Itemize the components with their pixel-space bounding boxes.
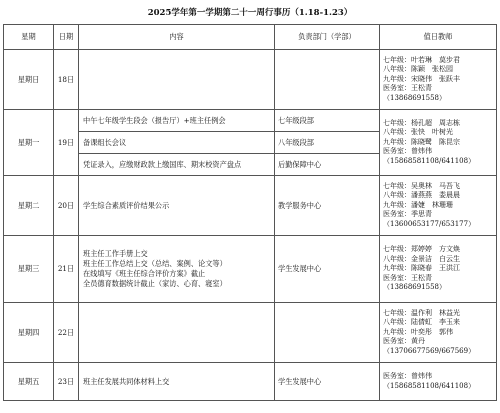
duty-line: 医务室：曾炜伟: [383, 147, 432, 156]
page-title: 2025学年第一学期第二十一周行事历（1.18-1.23）: [147, 8, 353, 18]
dept-cell: [275, 110, 380, 176]
duty-line: 七年级：吴奥林 马吾飞: [383, 181, 460, 190]
duty-cell: [380, 50, 497, 110]
duty-line: （15868581108/641108）: [383, 381, 476, 390]
day-cell: 星期二: [4, 176, 54, 236]
duty-line: 医务室：黄丹: [383, 337, 425, 346]
day-cell: 星期一: [4, 110, 54, 176]
day-row: [4, 50, 497, 110]
dept-cell: 学生发展中心: [275, 363, 380, 401]
header-content: 内容: [79, 25, 275, 50]
content-cell: [79, 363, 275, 401]
dept-cell: [275, 303, 380, 363]
duty-line: 八年级：陆倩虹 李玉来: [383, 318, 460, 327]
content-line: 班主任工作手册上交: [83, 249, 148, 258]
date-cell: 19日: [54, 110, 79, 176]
day-row: [4, 303, 497, 363]
day-cell: 星期五: [4, 363, 54, 401]
header-duty: 值日教师: [380, 25, 497, 50]
duty-line: 八年级：陈颖 张松园: [383, 65, 453, 74]
dept-cell: 学生发展中心: [275, 236, 380, 303]
duty-line: 九年级：陈晓春 王洪江: [383, 264, 460, 273]
day-row: [4, 110, 497, 176]
date-cell: 20日: [54, 176, 79, 236]
duty-line: 八年级：张快 叶树光: [383, 128, 453, 137]
date-cell: 22日: [54, 303, 79, 363]
day-cell: 星期日: [4, 50, 54, 110]
header-date: 日期: [54, 25, 79, 50]
duty-cell: [380, 110, 497, 176]
duty-line: 九年级：宋晓伟 张跃丰: [383, 74, 460, 83]
day-row: [4, 363, 497, 401]
duty-line: 九年级：叶奕彤 郭伟: [383, 327, 453, 336]
content-item: 凭证录入，应缴财政款上缴国库、期末校资产盘点: [83, 159, 242, 169]
content-cell: [79, 50, 275, 110]
duty-line: 医务室：曾炜伟: [383, 371, 432, 380]
header-day: 星期: [4, 25, 54, 50]
duty-line: （15868581108/641108）: [383, 156, 476, 165]
duty-cell: [380, 176, 497, 236]
duty-line: 七年级：郑婷婷 方文焕: [383, 245, 460, 254]
duty-line: （13706677569/667569）: [383, 346, 476, 355]
dept-cell: 教学服务中心: [275, 176, 380, 236]
duty-line: 七年级：叶若琳 莫步君: [383, 55, 460, 64]
duty-line: 七年级：杨孔超 周志栋: [383, 118, 460, 127]
dept-item: 后勤保障中心: [278, 159, 322, 169]
content-line: 全员德育数据统计截止（家访、心育、寝室）: [83, 279, 227, 288]
duty-line: （13600653177/653177）: [383, 219, 476, 228]
dept-item: 七年级段部: [275, 110, 379, 132]
duty-cell: [380, 303, 497, 363]
content-line: 班主任工作总结上交（总结、案例、论文等）: [83, 259, 227, 268]
duty-line: 八年级：潘燕燕 娄晨晨: [383, 191, 460, 200]
duty-line: 八年级：金景洁 白云生: [383, 254, 460, 263]
dept-cell: [275, 50, 380, 110]
day-cell: 星期三: [4, 236, 54, 303]
date-cell: 23日: [54, 363, 79, 401]
duty-line: （13868691558）: [383, 283, 446, 292]
day-row: [4, 236, 497, 303]
content-line: 学生综合素质评价结果公示: [83, 200, 170, 210]
duty-line: 九年级：陈晓鹭 陈昆宗: [383, 137, 460, 146]
content-cell: [79, 236, 275, 303]
content-line: 班主任发展共同体材料上交: [83, 376, 170, 386]
duty-line: 医务室：季思青: [383, 210, 432, 219]
duty-line: 医务室：王松青: [383, 273, 432, 282]
header-row: [4, 25, 497, 50]
content-cell: [79, 176, 275, 236]
duty-line: （13868691558）: [383, 93, 446, 102]
dept-item: 八年级段部: [275, 132, 379, 154]
date-cell: 18日: [54, 50, 79, 110]
content-item: 中午七年级学生段会（报告厅）+班主任例会: [79, 110, 274, 132]
day-row: [4, 176, 497, 236]
content-cell: [79, 303, 275, 363]
duty-cell: [380, 363, 497, 401]
duty-cell: [380, 236, 497, 303]
schedule-table: [3, 24, 497, 401]
duty-line: 医务室：王松青: [383, 84, 432, 93]
duty-line: 七年级：温作利 林益光: [383, 308, 460, 317]
day-cell: 星期四: [4, 303, 54, 363]
content-item: 备课组长会议: [79, 132, 274, 154]
date-cell: 21日: [54, 236, 79, 303]
duty-line: 九年级：潘婕 林珊珊: [383, 200, 453, 209]
header-dept-label: 负责部门（学部）: [298, 32, 356, 41]
content-cell: [79, 110, 275, 176]
header-dept: [275, 25, 380, 50]
content-line: 在线填写《班主任综合评价方案》截止: [83, 269, 206, 278]
